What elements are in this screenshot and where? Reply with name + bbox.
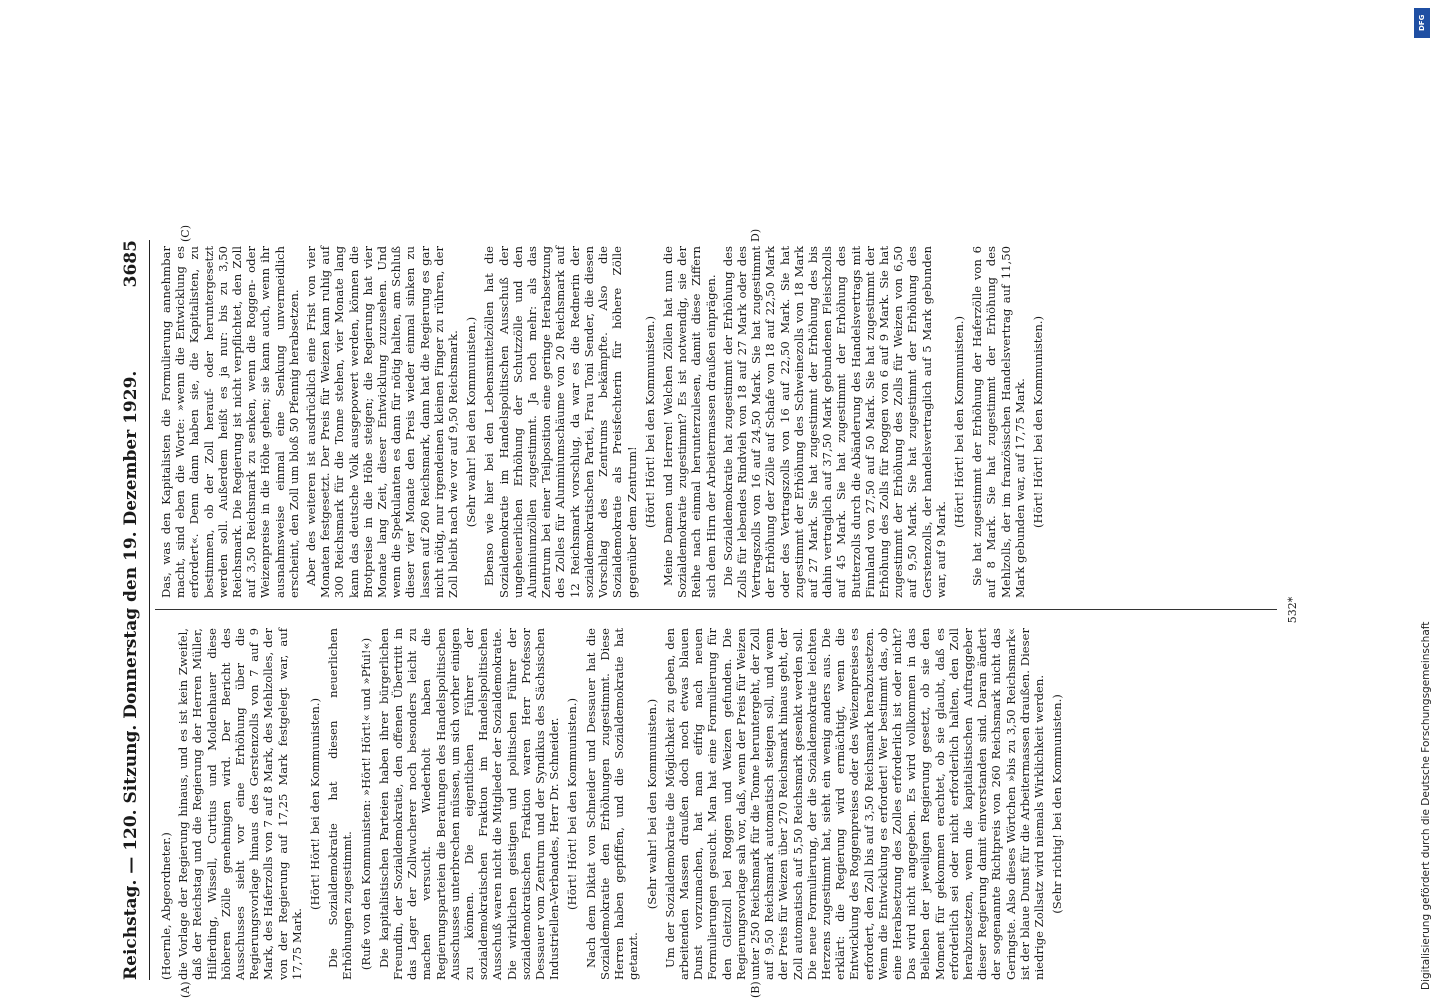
- column-divider: [155, 609, 1277, 610]
- page-header: [121, 240, 149, 980]
- paragraph: Sie hat zugestimmt der Erhöhung der Haferzölle von 6 auf 8 Mark. Sie hat zugestimmt der Erhöhung des Mehlzolls, der im französischen Handelsvertrag auf 11,50 Mark gebunden war, auf 17,75 Mark.: [970, 246, 1027, 598]
- interjection: (Rufe von den Kommunisten: »Hört! Hört!« und »Pfui!«): [358, 637, 373, 971]
- paragraph: Ebenso wie hier bei den Lebensmittelzöllen hat die Sozialdemokratie im Handelspolitischen Ausschuß der ungeheuerlichen Erhöhung der Schutzzölle und den Aluminiumzöllen zugestimmt. Ja noch mehr: als das Zentrum bei einer Teilposition eine geringe Herabsetzung des Zolles für Aluminiumschäume von 20 Reichsmark auf 12 Reichsmark vorschlug, da war es die Rednerin der sozialdemokratischen Partei, Frau Toni Sender, die diesen Vorschlag des Zentrums bekämpfte. Also die Sozialdemokratie als Preisfechterin für höhere Zölle gegenüber dem Zentrum!: [482, 246, 639, 598]
- page-number: 3685: [121, 240, 141, 288]
- paragraph: Um der Sozialdemokratie die Möglichkeit zu geben, den arbeitenden Massen draußen doch noch etwas blauen Dunst vorzumachen, hat man eifrig nach neuen Formulierungen gesucht. Man hat eine Formulierung für den Gleitzoll bei Roggen und Weizen gefunden. Die Regierungsvorlage sah vor, daß, wenn der Preis für Weizen unter 250 Reichsmark für die Tonne heruntergeht, der Zoll auf 9,50 Reichsmark automatisch steigen soll, und wenn der Preis für Weizen über 270 Reichsmark hinaus geht, der Zoll automatisch auf 5,50 Reichsmark gesenkt werden soll. Die neue Formulierung, der die Sozialdemokratie leichten Herzens zugestimmt hat, sieht ein wenig anders aus. Die erklärt: die Regierung wird ermächtigt, wenn die Entwicklung des Roggenpreises oder des Weizenpreises es erfordert, den Zoll bis auf 3,50 Reichsmark herabzusetzen. Wenn die Entwicklung es erfordert! Wer bestimmt das, ob eine Herabsetzung des Zolles erforderlich ist oder nicht? Das wird nicht angegeben. Es wird vollkommen in das Belieben der jeweiligen Regierung gesetzt, ob sie den Moment für gekommen erachtet, ob sie glaubt, daß es erforderlich sei oder nicht erforderlich halten, den Zoll herabzusetzen, wenn die kapitalistischen Auftraggeber dieser Regierung damit einverstanden sind. Daran ändert der sogenannte Richtpreis von 260 Reichsmark nicht das Geringste. Also dieses Wörtchen »bis zu 3,50 Reichsmark« ist der blaue Dunst für die Arbeitermassen draußen. Dieser niedrige Zollsatz wird niemals Wirklichkeit werden.: [662, 628, 1046, 980]
- paragraph: Die kapitalistischen Parteien haben ihrer bürgerlichen Freundin, der Sozialdemokratie, den offenen Übertritt in das Lager der Zollwucherer noch besonders leicht zu machen versucht. Wiederholt haben die Regierungsparteien die Beratungen des Handelspolitischen Ausschusses unterbrechen müssen, um sich vorher einigen zu können. Die eigentlichen Führer der sozialdemokratischen Fraktion im Handelspolitischen Ausschuß waren nicht die Mitglieder der Sozialdemokratie. Die wirklichen geistigen und politischen Führer der sozialdemokratischen Fraktion waren Herr Professor Dessauer vom Zentrum und der Syndikus des Sächsischen Industriellen-Verbandes, Herr Dr. Schneider.: [376, 628, 562, 980]
- right-column: [159, 246, 1049, 598]
- margin-mark-b: (B): [749, 981, 762, 998]
- funding-note: Digitalisierung gefördert durch die Deutsche Forschungsgemeinschaft: [1420, 621, 1432, 990]
- interjection: (Sehr wahr! bei den Kommunisten.): [464, 316, 479, 528]
- interjection: (Sehr richtig! bei den Kommunisten.): [1050, 694, 1065, 914]
- paragraph: Die Sozialdemokratie hat zugestimmt der Erhöhung des Zolls für lebendes Rindvieh von 18 auf 27 Mark oder des Vertragszolls von 16 auf 24,50 Mark. Sie hat zugestimmt der Erhöhung der Zölle auf Schafe von 18 auf 22,50 Mark oder des Vertragszolls von 16 auf 22,50 Mark. Sie hat zugestimmt der Erhöhung des Schweinezolls von 18 Mark auf 27 Mark. Sie hat zugestimmt der Erhöhung des bis dahin vertraglich auf 37,50 Mark gebundenen Fleischzolls auf 45 Mark. Sie hat zugestimmt der Erhöhung des Butterzolls durch die Abänderung des Handelsvertrags mit Finnland von 27,50 auf 50 Mark. Sie hat zugestimmt der Erhöhung des Zolls für Roggen von 6 auf 9 Mark. Sie hat zugestimmt der Erhöhung des Zolls für Weizen von 6,50 auf 9,50 Mark. Sie hat zugestimmt der Erhöhung des Gerstenzolls, der handelsvertraglich auf 5 Mark gebunden war, auf 9 Mark.: [720, 246, 948, 598]
- speaker-line: (Hoernle, Abgeordneter.): [159, 832, 173, 980]
- paragraph: Die Sozialdemokratie hat diesen neuerlichen Erhöhungen zugestimmt.: [326, 628, 355, 980]
- paragraph: Nach dem Diktat von Schneider und Dessauer hat die Sozialdemokratie den Erhöhungen zugestimmt. Diese Herren haben gepfiffen, und die Sozialdemokratie hat getanzt.: [583, 628, 641, 980]
- interjection: (Hört! Hört! bei den Kommunisten.): [308, 698, 323, 911]
- header-rule: [149, 240, 150, 980]
- interjection: (Hört! Hört! bei den Kommunisten.): [565, 698, 580, 911]
- margin-mark-a: (A): [179, 981, 192, 998]
- margin-mark-d: D): [749, 228, 762, 242]
- left-column: [159, 628, 1068, 980]
- margin-mark-c: (C): [179, 225, 192, 242]
- signature-mark: 532*: [1286, 596, 1299, 624]
- paragraph: Aber des weiteren ist ausdrücklich eine Frist von vier Monaten festgesetzt. Der Preis für Weizen kann ruhig auf 300 Reichsmark für die Tonne stehen, vier Monate lang kann das deutsche Volk ausgepowert werden, können die Brotpreise in die Höhe steigen; die Regierung hat vier Monate lang Zeit, dieser Entwicklung zuzusehen. Und wenn die Spekulanten es dann für nötig halten, am Schluß dieser vier Monate den Preis wieder einmal sinken zu lassen auf 260 Reichsmark, dann hat die Regierung es gar nicht nötig, nur irgendeinen kleinen Finger zu rühren, der Zoll bleibt nach wie vor auf 9,50 Reichsmark.: [304, 246, 461, 598]
- interjection: (Hört! Hört! bei den Kommunisten.): [642, 316, 657, 529]
- paragraph: die Vorlage der Regierung hinaus, und es ist kein Zweifel, daß der Reichstag und die Regierung der Herren Müller, Hilferding, Wissell, Curtius und Moldenhauer diese höheren Zölle genehmigen wird. Der Bericht des Ausschusses sieht vor eine Erhöhung über die Regierungsvorlage hinaus des Gerstenzolls von 7 auf 9 Mark, des Haferzolls von 7 auf 8 Mark, des Mehlzolles, der von der Regierung auf 17,25 Mark festgelegt war, auf 17,75 Mark.: [176, 628, 304, 980]
- paragraph: Das, was den Kapitalisten die Formulierung annehmbar macht, sind eben die Worte: »wenn die Entwicklung es erfordert«. Denn dann haben sie, die Kapitalisten, zu bestimmen, ob der Zoll herauf- oder heruntergesetzt werden soll. Außerdem heißt es ja nur: bis zu 3,50 Reichsmark. Die Regierung ist nicht verpflichtet, den Zoll auf 3,50 Reichsmark zu senken, wenn die Roggen- oder Weizenpreise in die Höhe gehen; sie kann auch, wenn ihr ausnahmsweise einmal eine Senkung unvermeidlich erscheint, den Zoll um bloß 50 Pfennig herabsetzen.: [159, 246, 301, 598]
- header-title: Reichstag. — 120. Sitzung. Donnerstag den 19. Dezember 1929.: [121, 370, 141, 980]
- interjection: (Sehr wahr! bei den Kommunisten.): [644, 698, 659, 910]
- interjection: (Hört! Hört! bei den Kommunisten.): [951, 316, 966, 529]
- dfg-logo: DFG: [1414, 8, 1430, 38]
- rotated-page: [109, 220, 1317, 1000]
- paragraph: Meine Damen und Herren! Welchen Zöllen hat nun die Sozialdemokratie zugestimmt? Es ist notwendig, sie der Reihe nach einmal herunterzulesen, damit diese Ziffern sich dem Hirn der Arbeitermassen draußen einprägen.: [660, 246, 718, 598]
- interjection: (Hört! Hört! bei den Kommunisten.): [1030, 316, 1045, 529]
